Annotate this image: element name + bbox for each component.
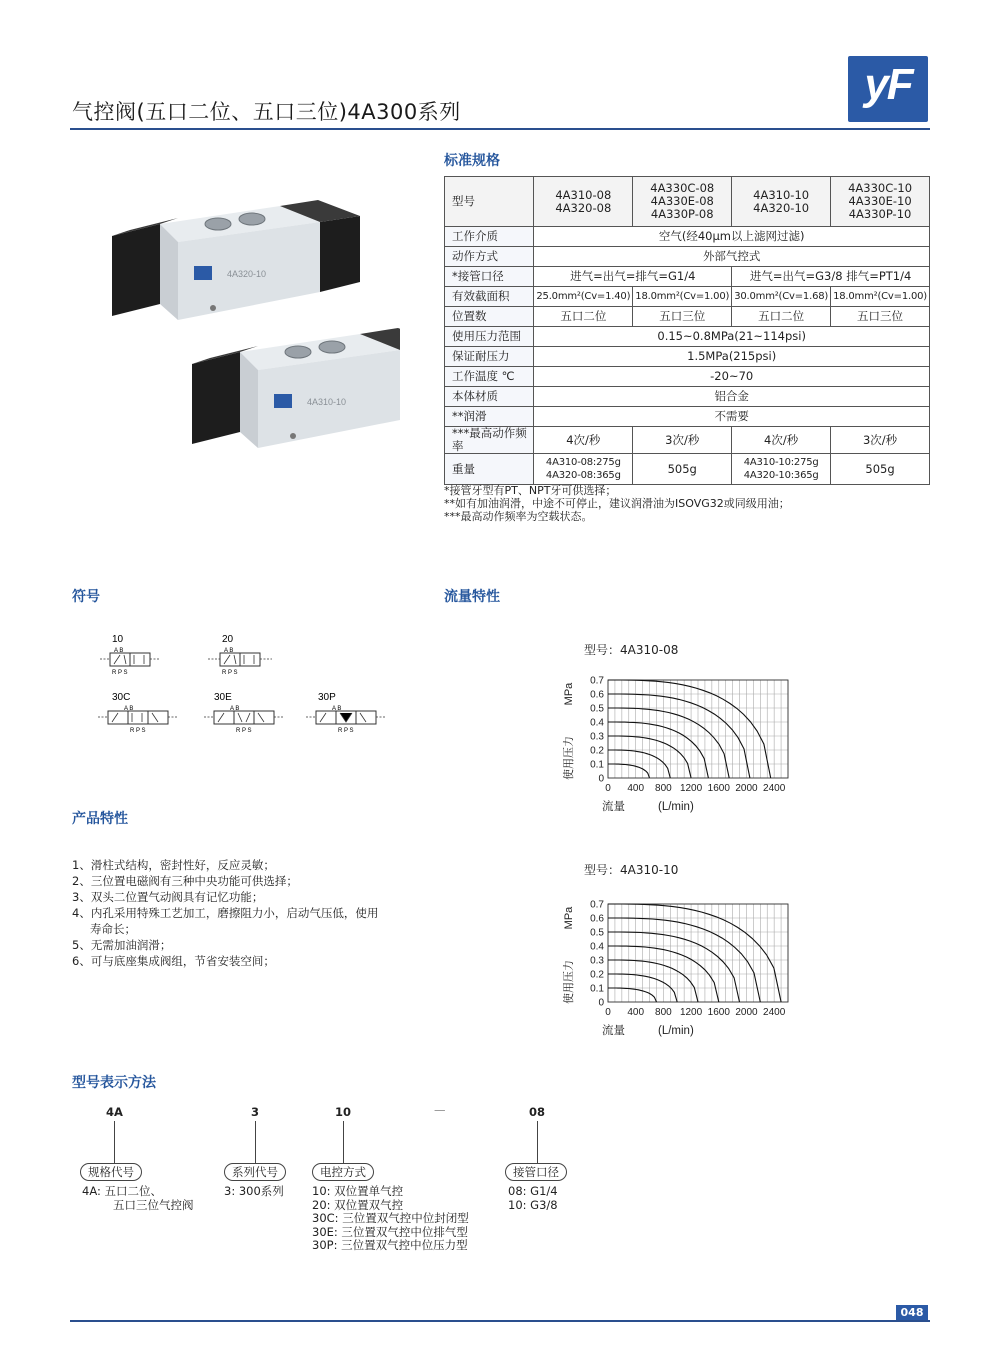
symbol-heading: 符号 <box>72 589 100 605</box>
list-item: 1、滑柱式结构，密封性好，反应灵敏； <box>72 858 275 872</box>
table-row <box>445 287 930 307</box>
y-tick-label: 0.7 <box>590 899 604 911</box>
table-cell: 进气=出气=G3/8 排气=PT1/4 <box>732 267 930 287</box>
table-cell: 3次/秒 <box>831 427 930 454</box>
flow-chart-10 <box>560 888 810 1048</box>
ctrl-box: 电控方式 <box>312 1163 374 1181</box>
y-tick-label: 0.2 <box>590 745 604 757</box>
table-cell: 使用压力范围 <box>445 327 534 347</box>
valve-model-text: 4A320-10 <box>227 269 267 279</box>
valve-model-text: 4A310-10 <box>307 397 347 407</box>
y-tick-label: 0 <box>598 997 604 1009</box>
x-axis-label: 流量 <box>602 801 625 813</box>
ordering-heading: 型号表示方法 <box>72 1075 156 1091</box>
code-port: 08 <box>529 1105 546 1119</box>
table-cell: 0.15~0.8MPa(21~114psi) <box>534 327 930 347</box>
y-axis-label: 使用压力 <box>563 960 575 1004</box>
x-unit-label: (L/min) <box>658 1025 694 1037</box>
y-unit-label: MPa <box>563 906 575 930</box>
code-ctrl: 10 <box>335 1105 352 1119</box>
spec-table <box>444 176 930 485</box>
chart-title: 型号：4A310-08 <box>584 643 679 657</box>
table-row <box>445 407 930 427</box>
y-tick-label: 0.1 <box>590 983 604 995</box>
y-tick-label: 0.3 <box>590 955 604 967</box>
footer-divider <box>70 1320 930 1322</box>
chart-title: 型号：4A310-10 <box>584 863 679 877</box>
table-row <box>445 387 930 407</box>
note-line: *接管牙型有PT、NPT牙可供选择； <box>444 484 617 497</box>
table-cell: 4次/秒 <box>732 427 831 454</box>
svg-text:10: 10 <box>112 634 124 645</box>
table-cell: 五口二位 <box>534 307 633 327</box>
table-cell: 五口三位 <box>831 307 930 327</box>
svg-text:30C: 30C <box>112 692 131 703</box>
connector-line <box>343 1121 344 1163</box>
list-item: 4、内孔采用特殊工艺加工，磨擦阻力小，启动气压低，使用 <box>72 906 379 920</box>
table-cell: *接管口径 <box>445 267 534 287</box>
page-number: 048 <box>896 1305 928 1320</box>
table-cell: ***最高动作频率 <box>445 427 534 454</box>
table-cell: 动作方式 <box>445 247 534 267</box>
table-cell: 505g <box>831 454 930 485</box>
y-tick-label: 0.7 <box>590 675 604 687</box>
list-item: 寿命长； <box>90 922 136 936</box>
sub-box: 系列代号 <box>224 1163 286 1181</box>
table-cell: 有效截面积 <box>445 287 534 307</box>
table-cell: 外部气控式 <box>534 247 930 267</box>
x-tick-label: 1200 <box>679 783 703 794</box>
spec-notes <box>444 484 790 523</box>
features-heading: 产品特性 <box>72 811 128 827</box>
table-row <box>445 307 930 327</box>
table-cell: 进气=出气=排气=G1/4 <box>534 267 732 287</box>
page-title: 气控阀(五口二位、五口三位)4A300系列 <box>72 100 461 124</box>
note-line: ***最高动作频率为空载状态。 <box>444 510 593 523</box>
table-cell: **润滑 <box>445 407 534 427</box>
table-row <box>445 267 930 287</box>
logo-text: yF <box>864 60 912 109</box>
table-cell: 型号 <box>445 177 534 227</box>
flow-chart-08 <box>560 664 810 824</box>
x-tick-label: 400 <box>627 1007 645 1018</box>
symbol-30E <box>204 692 284 734</box>
table-cell: 不需要 <box>534 407 930 427</box>
list-item: 6、可与底座集成阀组，节省安装空间； <box>72 954 275 968</box>
table-cell: 505g <box>633 454 732 485</box>
x-tick-label: 2400 <box>763 783 786 794</box>
y-axis-label: 使用压力 <box>563 736 575 780</box>
port-desc: 08: G1/4 10: G3/8 <box>508 1184 558 1212</box>
spec-heading: 标准规格 <box>444 153 500 169</box>
y-unit-label: MPa <box>563 682 575 706</box>
svg-text:A B: A B <box>230 706 240 712</box>
table-row <box>445 247 930 267</box>
model-cell: 4A310-08 4A320-08 <box>534 177 633 227</box>
list-item: 2、三位置电磁阀有三种中央功能可供选择； <box>72 874 298 888</box>
table-cell: 铝合金 <box>534 387 930 407</box>
svg-text:A B: A B <box>114 648 124 654</box>
table-row <box>445 367 930 387</box>
model-cell: 4A330C-08 4A330E-08 4A330P-08 <box>633 177 732 227</box>
table-cell: 3次/秒 <box>633 427 732 454</box>
x-tick-label: 2000 <box>735 1007 758 1018</box>
svg-text:30E: 30E <box>214 692 232 703</box>
y-tick-label: 0 <box>598 773 604 785</box>
table-cell: 30.0mm²(Cv=1.68) <box>732 287 831 307</box>
table-row <box>445 427 930 454</box>
symbol-30P <box>306 692 386 734</box>
table-cell: 五口三位 <box>633 307 732 327</box>
x-axis-label: 流量 <box>602 1025 625 1037</box>
y-tick-label: 0.5 <box>590 703 604 715</box>
valve-product-image <box>100 196 400 466</box>
table-cell: 18.0mm²(Cv=1.00) <box>831 287 930 307</box>
flow-curve <box>608 708 729 778</box>
y-tick-label: 0.6 <box>590 689 604 701</box>
connector-line <box>255 1121 256 1163</box>
series-box: 规格代号 <box>80 1163 142 1181</box>
svg-text:R P S: R P S <box>338 728 354 734</box>
svg-text:A B: A B <box>124 706 134 712</box>
title-divider <box>70 128 930 130</box>
x-tick-label: 0 <box>605 783 611 794</box>
x-tick-label: 2000 <box>735 783 758 794</box>
table-cell: 位置数 <box>445 307 534 327</box>
svg-text:R P S: R P S <box>130 728 146 734</box>
table-cell: 25.0mm²(Cv=1.40) <box>534 287 633 307</box>
x-tick-label: 1200 <box>679 1007 703 1018</box>
symbol-10 <box>100 634 160 676</box>
connector-line <box>114 1121 115 1163</box>
table-cell: 空气(经40μm以上滤网过滤) <box>534 227 930 247</box>
y-tick-label: 0.1 <box>590 759 604 771</box>
ctrl-desc: 10: 双位置单气控 20: 双位置双气控 30C: 三位置双气控中位封闭型 30E: 三位置双气控中位排气型 30P: 三位置双气控中位压力型 <box>312 1184 469 1252</box>
table-cell: 1.5MPa(215psi) <box>534 347 930 367</box>
table-cell: 工作温度 ℃ <box>445 367 534 387</box>
table-cell: 18.0mm²(Cv=1.00) <box>633 287 732 307</box>
table-cell: 保证耐压力 <box>445 347 534 367</box>
table-cell: 4A310-08:275g 4A320-08:365g <box>534 454 633 485</box>
list-item: 3、双头二位置气动阀具有记忆功能； <box>72 890 264 904</box>
x-tick-label: 0 <box>605 1007 611 1018</box>
code-dash: — <box>434 1103 446 1117</box>
x-tick-label: 2400 <box>763 1007 786 1018</box>
sub-desc: 3: 300系列 <box>224 1184 284 1198</box>
svg-text:30P: 30P <box>318 692 336 703</box>
valve-top <box>112 200 360 320</box>
table-row <box>445 327 930 347</box>
x-tick-label: 400 <box>627 783 645 794</box>
feature-list <box>72 857 378 969</box>
flow-curve <box>608 988 657 1002</box>
svg-text:R P S: R P S <box>112 670 128 676</box>
y-tick-label: 0.2 <box>590 969 604 981</box>
svg-text:R P S: R P S <box>236 728 252 734</box>
table-cell: 五口二位 <box>732 307 831 327</box>
table-cell: 工作介质 <box>445 227 534 247</box>
model-cell: 4A330C-10 4A330E-10 4A330P-10 <box>831 177 930 227</box>
x-tick-label: 800 <box>655 783 672 794</box>
table-cell: 重量 <box>445 454 534 485</box>
svg-text:A B: A B <box>224 648 234 654</box>
flow-heading: 流量特性 <box>444 589 500 605</box>
code-series: 4A <box>106 1105 123 1119</box>
x-tick-label: 800 <box>655 1007 672 1018</box>
y-tick-label: 0.4 <box>590 717 604 729</box>
connector-line <box>537 1121 538 1163</box>
y-tick-label: 0.5 <box>590 927 604 939</box>
valve-bottom <box>192 328 400 448</box>
note-line: **如有加油润滑，中途不可停止，建议润滑油为ISOVG32或同级用油； <box>444 497 790 510</box>
svg-text:A B: A B <box>332 706 342 712</box>
table-cell: -20~70 <box>534 367 930 387</box>
symbol-30C <box>98 692 178 734</box>
table-cell: 本体材质 <box>445 387 534 407</box>
x-unit-label: (L/min) <box>658 801 694 813</box>
brand-logo <box>848 56 928 122</box>
symbol-20 <box>208 634 272 676</box>
y-tick-label: 0.3 <box>590 731 604 743</box>
x-tick-label: 1600 <box>707 783 730 794</box>
y-tick-label: 0.6 <box>590 913 604 925</box>
table-cell: 4次/秒 <box>534 427 633 454</box>
table-row <box>445 347 930 367</box>
svg-text:20: 20 <box>222 634 234 645</box>
model-cell: 4A310-10 4A320-10 <box>732 177 831 227</box>
series-desc: 4A: 五口二位、 五口三位气控阀 <box>82 1184 194 1212</box>
table-row <box>445 454 930 485</box>
x-tick-label: 1600 <box>707 1007 730 1018</box>
list-item: 5、无需加油润滑； <box>72 938 172 952</box>
table-row <box>445 177 930 227</box>
symbol-diagrams <box>96 628 396 740</box>
svg-text:R P S: R P S <box>222 670 238 676</box>
port-box: 接管口径 <box>505 1163 567 1181</box>
y-tick-label: 0.4 <box>590 941 604 953</box>
table-cell: 4A310-10:275g 4A320-10:365g <box>732 454 831 485</box>
code-sub: 3 <box>251 1105 260 1119</box>
table-row <box>445 227 930 247</box>
